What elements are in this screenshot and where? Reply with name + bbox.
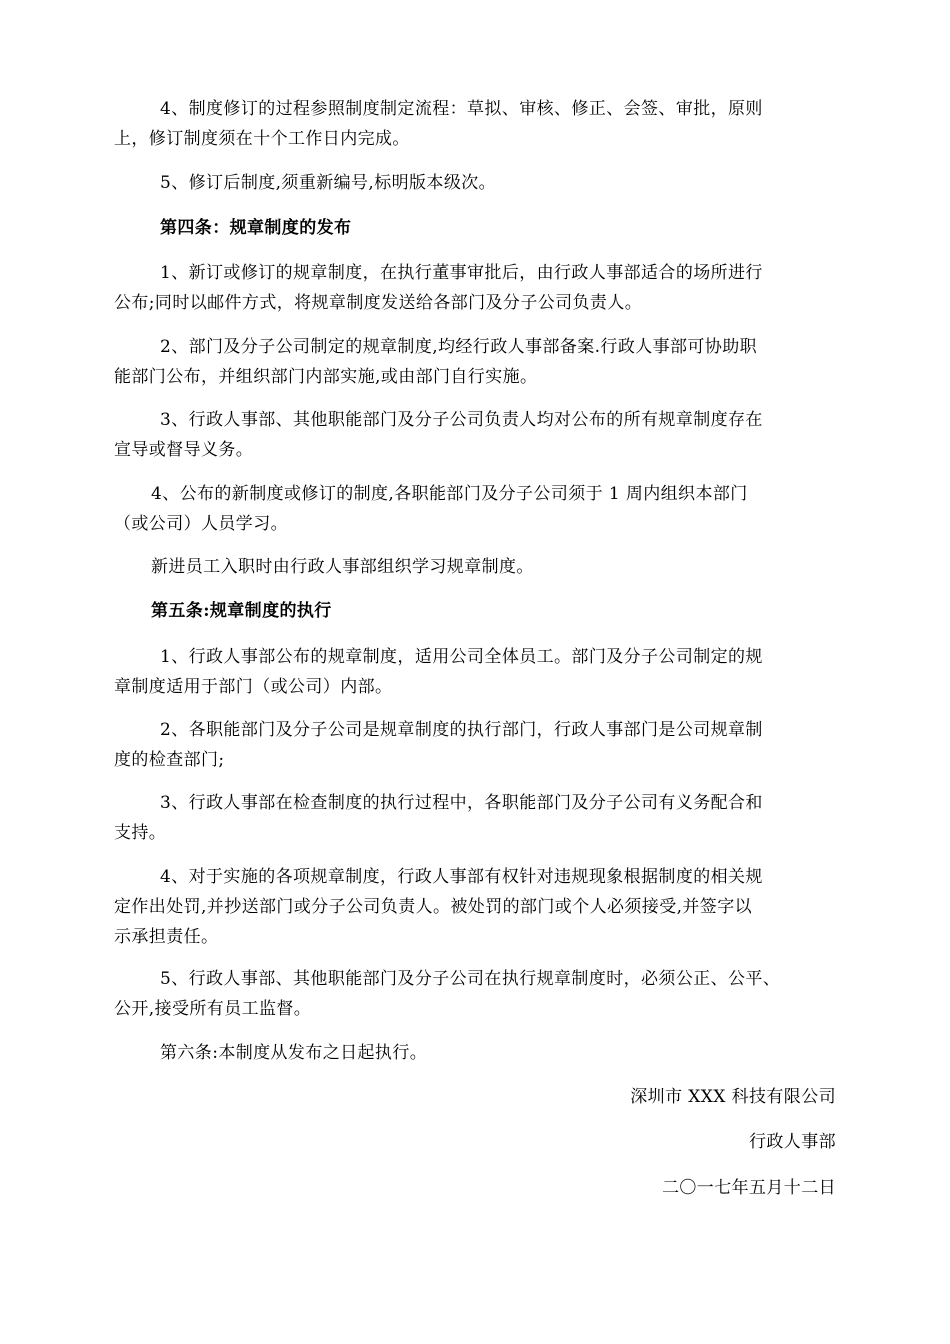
article-5-heading: 第五条:规章制度的执行 [151, 601, 332, 621]
signature-company: 深圳市 XXX 科技有限公司 [630, 1087, 836, 1107]
article-5-item-5-line2: 公开,接受所有员工监督。 [114, 999, 312, 1019]
paragraph-revision-process-line2: 上，修订制度须在十个工作日内完成。 [114, 129, 410, 149]
article-5-item-2-line1: 2、各职能部门及分子公司是规章制度的执行部门，行政人事部门是公司规章制 [160, 720, 763, 740]
article-5-item-5-line1: 5、行政人事部、其他职能部门及分子公司在执行规章制度时，必须公正、公平、 [160, 969, 781, 989]
article-4-item-3-line2: 宣导或督导义务。 [114, 440, 254, 460]
article-4-heading: 第四条：规章制度的发布 [160, 218, 352, 238]
article-5-item-4-line3: 示承担责任。 [114, 927, 219, 947]
paragraph-renumber: 5、修订后制度,须重新编号,标明版本级次。 [160, 173, 497, 193]
article-4-item-4-line1: 4、公布的新制度或修订的制度,各职能部门及分子公司须于 1 周内组织本部门 [151, 484, 748, 504]
signature-date: 二〇一七年五月十二日 [662, 1178, 836, 1198]
article-5-item-1-line1: 1、行政人事部公布的规章制度，适用公司全体员工。部门及分子公司制定的规 [160, 647, 763, 667]
signature-department: 行政人事部 [749, 1132, 836, 1152]
article-4-item-1-line2: 公布;同时以邮件方式，将规章制度发送给各部门及分子公司负责人。 [114, 293, 643, 313]
article-5-item-4-line1: 4、对于实施的各项规章制度，行政人事部有权针对违规现象根据制度的相关规 [160, 867, 763, 887]
article-5-item-3-line2: 支持。 [114, 823, 167, 843]
article-4-item-2-line2: 能部门公布，并组织部门内部实施,或由部门自行实施。 [114, 367, 538, 387]
paragraph-revision-process-line1: 4、制度修订的过程参照制度制定流程：草拟、审核、修正、会签、审批，原则 [160, 99, 763, 119]
article-5-item-3-line1: 3、行政人事部在检查制度的执行过程中，各职能部门及分子公司有义务配合和 [160, 793, 763, 813]
article-4-item-2-line1: 2、部门及分子公司制定的规章制度,均经行政人事部备案.行政人事部可协助职 [160, 337, 758, 357]
article-5-item-2-line2: 度的检查部门; [114, 750, 225, 770]
article-4-item-4-line2: （或公司）人员学习。 [114, 514, 288, 534]
article-5-item-1-line2: 章制度适用于部门（或公司）内部。 [114, 677, 393, 697]
article-4-item-3-line1: 3、行政人事部、其他职能部门及分子公司负责人均对公布的所有规章制度存在 [160, 410, 763, 430]
article-4-item-1-line1: 1、新订或修订的规章制度，在执行董事审批后，由行政人事部适合的场所进行 [160, 263, 763, 283]
article-6: 第六条:本制度从发布之日起执行。 [160, 1043, 428, 1063]
article-5-item-4-line2: 定作出处罚,并抄送部门或分子公司负责人。被处罚的部门或个人必须接受,并签字以 [114, 897, 753, 917]
article-4-new-staff: 新进员工入职时由行政人事部组织学习规章制度。 [151, 557, 534, 577]
